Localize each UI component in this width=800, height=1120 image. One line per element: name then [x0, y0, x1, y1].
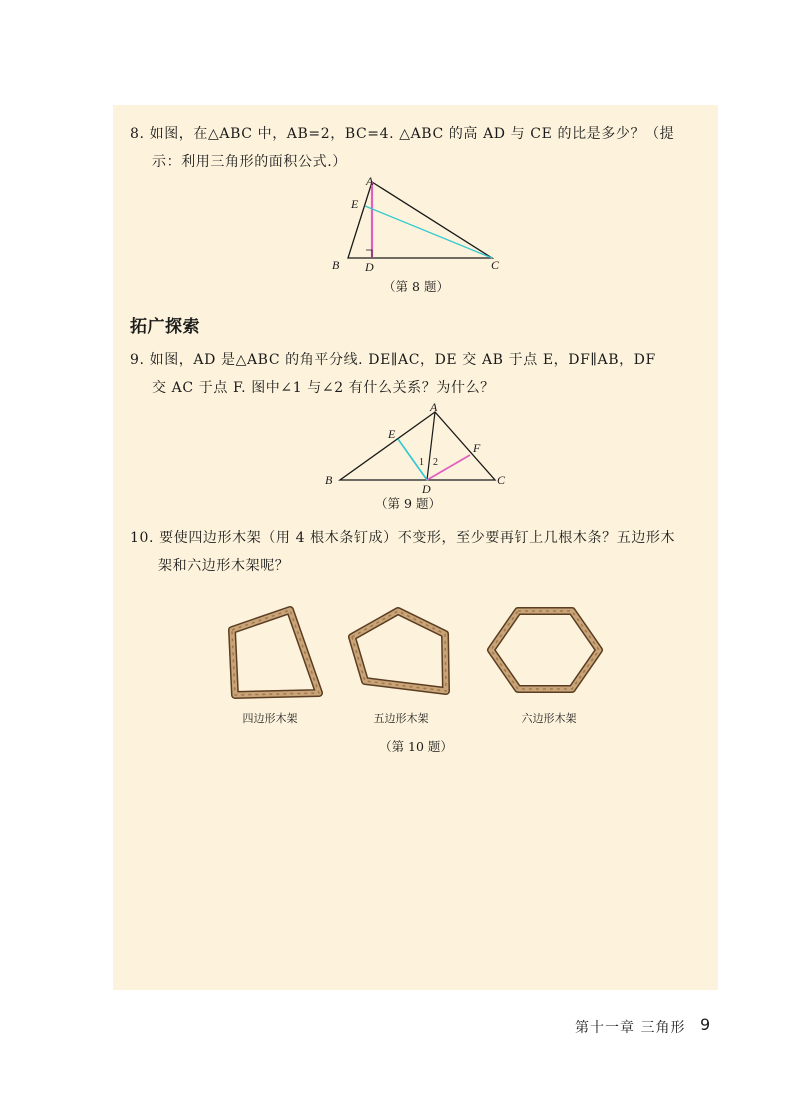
problem-9-text — [130, 346, 708, 402]
figure-8-caption: （第 8 题） — [383, 279, 449, 294]
label-d: D — [422, 482, 431, 495]
quadrilateral-frame — [232, 610, 319, 695]
figure-8-triangle — [320, 170, 520, 275]
problem-10-line-1: 10. 要使四边形木架（用 4 根木条钉成）不变形，至少要再钉上几根木条？五边形木 — [130, 530, 676, 546]
frame-label-quadrilateral: 四边形木架 — [242, 712, 298, 725]
bisector-ad — [427, 412, 435, 480]
problem-9-line-2: 交 AC 于点 F. 图中∠1 与∠2 有什么关系？为什么？ — [152, 380, 495, 396]
label-e: E — [388, 427, 396, 441]
triangle-abc — [340, 412, 495, 480]
page-number: 9 — [700, 1015, 711, 1034]
frame-label-pentagon: 五边形木架 — [373, 712, 429, 725]
altitude-ce — [365, 206, 492, 258]
label-b: B — [332, 258, 340, 272]
label-b: B — [325, 473, 333, 487]
pentagon-frame — [352, 611, 446, 691]
label-a: A — [430, 400, 438, 414]
label-a: A — [366, 174, 374, 188]
label-d: D — [365, 260, 374, 274]
label-f: F — [473, 441, 481, 455]
label-c: C — [497, 473, 506, 487]
section-title: 拓广探索 — [130, 317, 200, 337]
angle-2-label: 2 — [433, 457, 438, 468]
label-c: C — [491, 258, 500, 272]
hexagon-frame — [491, 611, 599, 689]
problem-9-line-1: 9. 如图，AD 是△ABC 的角平分线. DE∥AC，DE 交 AB 于点 E，DF∥AB，DF — [130, 352, 656, 368]
figure-9-triangle — [320, 400, 520, 495]
label-e: E — [351, 197, 359, 211]
chapter-footer: 第十一章 三角形 — [575, 1020, 686, 1036]
figure-10-caption: （第 10 题） — [379, 739, 453, 754]
problem-8-text — [130, 120, 708, 176]
problem-10-line-2: 架和六边形木架呢？ — [158, 558, 290, 574]
problem-8-line-2: 示：利用三角形的面积公式.） — [152, 154, 347, 170]
triangle-abc — [348, 182, 492, 258]
frame-label-hexagon: 六边形木架 — [521, 712, 577, 725]
figure-10-frames — [215, 600, 615, 705]
figure-9-caption: （第 9 题） — [375, 496, 441, 511]
problem-8-line-1: 8. 如图，在△ABC 中，AB=2，BC=4. △ABC 的高 AD 与 CE 的比是多少？（提 — [130, 126, 675, 142]
angle-1-label: 1 — [419, 457, 424, 468]
problem-10-text — [130, 524, 708, 580]
